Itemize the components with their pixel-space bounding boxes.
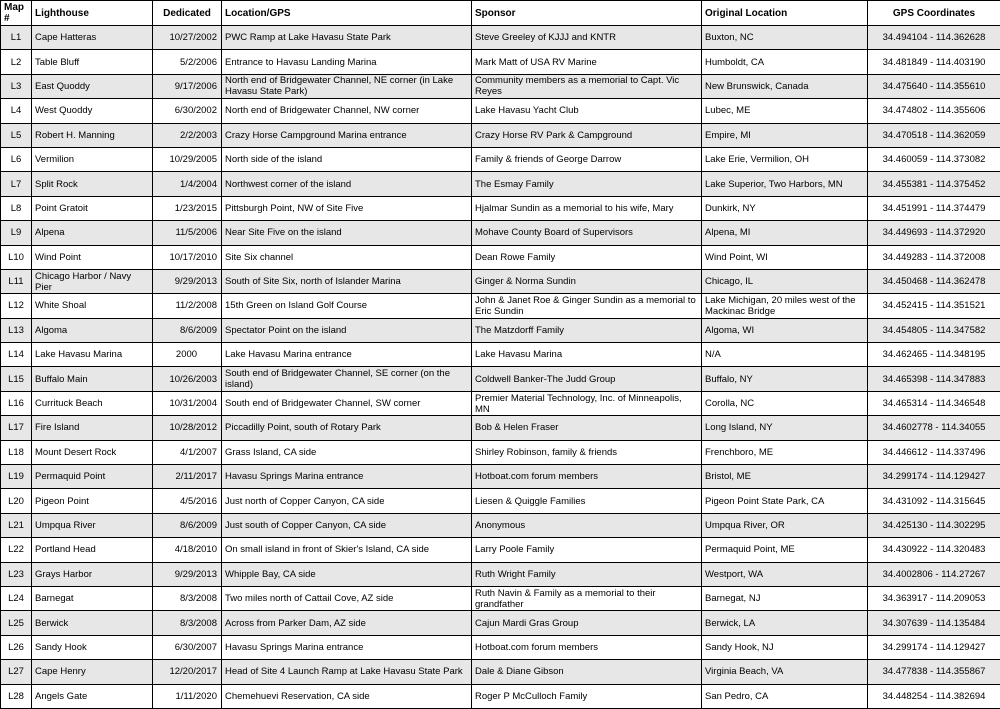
cell-location: Havasu Springs Marina entrance xyxy=(222,465,472,489)
cell-dedicated: 10/17/2010 xyxy=(153,245,222,269)
cell-gps-coordinates: 34.451991 - 114.374479 xyxy=(868,196,1000,220)
cell-location: 15th Green on Island Golf Course xyxy=(222,294,472,318)
table-row xyxy=(1,391,1000,415)
cell-location: On small island in front of Skier's Island, CA side xyxy=(222,538,472,562)
cell-original-location: N/A xyxy=(702,343,868,367)
cell-sponsor: Lake Havasu Yacht Club xyxy=(472,99,702,123)
cell-original-location: Corolla, NC xyxy=(702,391,868,415)
cell-gps-coordinates: 34.4002806 - 114.27267 xyxy=(868,562,1000,586)
cell-sponsor: Community members as a memorial to Capt. Vic Reyes xyxy=(472,74,702,98)
cell-dedicated: 6/30/2007 xyxy=(153,635,222,659)
cell-dedicated: 1/23/2015 xyxy=(153,196,222,220)
cell-map-number: L22 xyxy=(1,538,32,562)
cell-original-location: Frenchboro, ME xyxy=(702,440,868,464)
cell-map-number: L13 xyxy=(1,318,32,342)
cell-gps-coordinates: 34.430922 - 114.320483 xyxy=(868,538,1000,562)
cell-lighthouse: Vermilion xyxy=(32,147,153,171)
cell-sponsor: The Esmay Family xyxy=(472,172,702,196)
cell-sponsor: Cajun Mardi Gras Group xyxy=(472,611,702,635)
table-row xyxy=(1,318,1000,342)
cell-gps-coordinates: 34.465314 - 114.346548 xyxy=(868,391,1000,415)
cell-original-location: Sandy Hook, NJ xyxy=(702,635,868,659)
cell-lighthouse: Table Bluff xyxy=(32,50,153,74)
cell-location: Crazy Horse Campground Marina entrance xyxy=(222,123,472,147)
cell-location: Head of Site 4 Launch Ramp at Lake Havasu State Park xyxy=(222,660,472,684)
cell-location: Havasu Springs Marina entrance xyxy=(222,635,472,659)
cell-dedicated: 10/31/2004 xyxy=(153,391,222,415)
cell-location: South end of Bridgewater Channel, SW corner xyxy=(222,391,472,415)
cell-lighthouse: Pigeon Point xyxy=(32,489,153,513)
cell-map-number: L27 xyxy=(1,660,32,684)
table-body xyxy=(1,26,1000,709)
cell-gps-coordinates: 34.299174 - 114.129427 xyxy=(868,465,1000,489)
cell-sponsor: Liesen & Quiggle Families xyxy=(472,489,702,513)
cell-original-location: Pigeon Point State Park, CA xyxy=(702,489,868,513)
cell-dedicated: 1/4/2004 xyxy=(153,172,222,196)
cell-dedicated: 8/6/2009 xyxy=(153,318,222,342)
cell-gps-coordinates: 34.431092 - 114.315645 xyxy=(868,489,1000,513)
cell-sponsor: Hotboat.com forum members xyxy=(472,465,702,489)
cell-sponsor: Premier Material Technology, Inc. of Minneapolis, MN xyxy=(472,391,702,415)
cell-lighthouse: Barnegat xyxy=(32,586,153,610)
table-row xyxy=(1,586,1000,610)
cell-sponsor: Coldwell Banker-The Judd Group xyxy=(472,367,702,391)
cell-dedicated: 11/2/2008 xyxy=(153,294,222,318)
table-row xyxy=(1,513,1000,537)
cell-dedicated: 2000 xyxy=(153,343,222,367)
cell-lighthouse: Robert H. Manning xyxy=(32,123,153,147)
cell-dedicated: 10/29/2005 xyxy=(153,147,222,171)
header-sponsor: Sponsor xyxy=(472,1,702,26)
cell-location: South end of Bridgewater Channel, SE corner (on the island) xyxy=(222,367,472,391)
cell-dedicated: 11/5/2006 xyxy=(153,221,222,245)
cell-sponsor: Hjalmar Sundin as a memorial to his wife, Mary xyxy=(472,196,702,220)
cell-sponsor: Larry Poole Family xyxy=(472,538,702,562)
cell-original-location: Barnegat, NJ xyxy=(702,586,868,610)
table-row xyxy=(1,660,1000,684)
cell-original-location: Westport, WA xyxy=(702,562,868,586)
cell-original-location: Lake Superior, Two Harbors, MN xyxy=(702,172,868,196)
cell-dedicated: 8/3/2008 xyxy=(153,611,222,635)
cell-lighthouse: White Shoal xyxy=(32,294,153,318)
cell-gps-coordinates: 34.363917 - 114.209053 xyxy=(868,586,1000,610)
cell-map-number: L28 xyxy=(1,684,32,708)
cell-sponsor: Bob & Helen Fraser xyxy=(472,416,702,440)
cell-original-location: Humboldt, CA xyxy=(702,50,868,74)
cell-map-number: L8 xyxy=(1,196,32,220)
cell-original-location: Lake Erie, Vermilion, OH xyxy=(702,147,868,171)
cell-map-number: L15 xyxy=(1,367,32,391)
cell-location: Whipple Bay, CA side xyxy=(222,562,472,586)
cell-gps-coordinates: 34.446612 - 114.337496 xyxy=(868,440,1000,464)
cell-lighthouse: Cape Henry xyxy=(32,660,153,684)
cell-sponsor: Ginger & Norma Sundin xyxy=(472,269,702,293)
table-row xyxy=(1,611,1000,635)
table-row xyxy=(1,196,1000,220)
table-row xyxy=(1,74,1000,98)
cell-lighthouse: Wind Point xyxy=(32,245,153,269)
cell-map-number: L14 xyxy=(1,343,32,367)
cell-original-location: Permaquid Point, ME xyxy=(702,538,868,562)
table-row xyxy=(1,367,1000,391)
cell-gps-coordinates: 34.448254 - 114.382694 xyxy=(868,684,1000,708)
cell-gps-coordinates: 34.307639 - 114.135484 xyxy=(868,611,1000,635)
cell-map-number: L26 xyxy=(1,635,32,659)
cell-location: Spectator Point on the island xyxy=(222,318,472,342)
header-row xyxy=(1,1,1000,26)
cell-original-location: Umpqua River, OR xyxy=(702,513,868,537)
table-row xyxy=(1,489,1000,513)
cell-sponsor: Mark Matt of USA RV Marine xyxy=(472,50,702,74)
cell-lighthouse: Mount Desert Rock xyxy=(32,440,153,464)
cell-dedicated: 4/5/2016 xyxy=(153,489,222,513)
cell-map-number: L10 xyxy=(1,245,32,269)
table-row xyxy=(1,465,1000,489)
cell-map-number: L16 xyxy=(1,391,32,415)
cell-lighthouse: Point Gratoit xyxy=(32,196,153,220)
cell-gps-coordinates: 34.4602778 - 114.34055 xyxy=(868,416,1000,440)
cell-gps-coordinates: 34.494104 - 114.362628 xyxy=(868,26,1000,50)
cell-map-number: L11 xyxy=(1,269,32,293)
cell-lighthouse: Berwick xyxy=(32,611,153,635)
cell-map-number: L5 xyxy=(1,123,32,147)
cell-original-location: Virginia Beach, VA xyxy=(702,660,868,684)
cell-dedicated: 9/17/2006 xyxy=(153,74,222,98)
table-row xyxy=(1,269,1000,293)
cell-map-number: L24 xyxy=(1,586,32,610)
cell-lighthouse: Split Rock xyxy=(32,172,153,196)
cell-sponsor: Steve Greeley of KJJJ and KNTR xyxy=(472,26,702,50)
cell-sponsor: Lake Havasu Marina xyxy=(472,343,702,367)
cell-sponsor: John & Janet Roe & Ginger Sundin as a memorial to Eric Sundin xyxy=(472,294,702,318)
cell-gps-coordinates: 34.299174 - 114.129427 xyxy=(868,635,1000,659)
cell-location: South of Site Six, north of Islander Marina xyxy=(222,269,472,293)
cell-map-number: L6 xyxy=(1,147,32,171)
cell-dedicated: 10/26/2003 xyxy=(153,367,222,391)
cell-original-location: Empire, MI xyxy=(702,123,868,147)
table-row xyxy=(1,147,1000,171)
cell-gps-coordinates: 34.449283 - 114.372008 xyxy=(868,245,1000,269)
cell-location: Chemehuevi Reservation, CA side xyxy=(222,684,472,708)
cell-location: Across from Parker Dam, AZ side xyxy=(222,611,472,635)
table-row xyxy=(1,26,1000,50)
cell-lighthouse: West Quoddy xyxy=(32,99,153,123)
cell-gps-coordinates: 34.452415 - 114.351521 xyxy=(868,294,1000,318)
cell-lighthouse: Fire Island xyxy=(32,416,153,440)
cell-map-number: L23 xyxy=(1,562,32,586)
cell-lighthouse: Umpqua River xyxy=(32,513,153,537)
cell-sponsor: Shirley Robinson, family & friends xyxy=(472,440,702,464)
cell-sponsor: Ruth Navin & Family as a memorial to their grandfather xyxy=(472,586,702,610)
cell-dedicated: 6/30/2002 xyxy=(153,99,222,123)
cell-gps-coordinates: 34.475640 - 114.355610 xyxy=(868,74,1000,98)
cell-original-location: Lubec, ME xyxy=(702,99,868,123)
table-row xyxy=(1,245,1000,269)
cell-location: Site Six channel xyxy=(222,245,472,269)
cell-original-location: Buxton, NC xyxy=(702,26,868,50)
table-row xyxy=(1,562,1000,586)
cell-lighthouse: Lake Havasu Marina xyxy=(32,343,153,367)
cell-original-location: San Pedro, CA xyxy=(702,684,868,708)
cell-original-location: Berwick, LA xyxy=(702,611,868,635)
cell-lighthouse: Angels Gate xyxy=(32,684,153,708)
cell-original-location: Dunkirk, NY xyxy=(702,196,868,220)
cell-map-number: L20 xyxy=(1,489,32,513)
table-row xyxy=(1,294,1000,318)
cell-dedicated: 2/2/2003 xyxy=(153,123,222,147)
cell-lighthouse: Cape Hatteras xyxy=(32,26,153,50)
cell-map-number: L17 xyxy=(1,416,32,440)
cell-location: North side of the island xyxy=(222,147,472,171)
cell-dedicated: 8/6/2009 xyxy=(153,513,222,537)
cell-lighthouse: Algoma xyxy=(32,318,153,342)
cell-location: North end of Bridgewater Channel, NW corner xyxy=(222,99,472,123)
cell-location: Northwest corner of the island xyxy=(222,172,472,196)
cell-lighthouse: Sandy Hook xyxy=(32,635,153,659)
cell-dedicated: 10/27/2002 xyxy=(153,26,222,50)
cell-lighthouse: Chicago Harbor / Navy Pier xyxy=(32,269,153,293)
cell-original-location: Wind Point, WI xyxy=(702,245,868,269)
table-row xyxy=(1,123,1000,147)
cell-lighthouse: Alpena xyxy=(32,221,153,245)
cell-dedicated: 1/11/2020 xyxy=(153,684,222,708)
cell-location: Entrance to Havasu Landing Marina xyxy=(222,50,472,74)
cell-map-number: L7 xyxy=(1,172,32,196)
cell-gps-coordinates: 34.454805 - 114.347582 xyxy=(868,318,1000,342)
cell-gps-coordinates: 34.474802 - 114.355606 xyxy=(868,99,1000,123)
cell-original-location: Chicago, IL xyxy=(702,269,868,293)
cell-original-location: Algoma, WI xyxy=(702,318,868,342)
cell-map-number: L21 xyxy=(1,513,32,537)
table-row xyxy=(1,416,1000,440)
cell-gps-coordinates: 34.449693 - 114.372920 xyxy=(868,221,1000,245)
cell-dedicated: 9/29/2013 xyxy=(153,562,222,586)
cell-location: Near Site Five on the island xyxy=(222,221,472,245)
cell-location: Pittsburgh Point, NW of Site Five xyxy=(222,196,472,220)
cell-location: North end of Bridgewater Channel, NE corner (in Lake Havasu State Park) xyxy=(222,74,472,98)
table-row xyxy=(1,99,1000,123)
cell-lighthouse: Grays Harbor xyxy=(32,562,153,586)
cell-dedicated: 10/28/2012 xyxy=(153,416,222,440)
cell-lighthouse: Buffalo Main xyxy=(32,367,153,391)
cell-map-number: L2 xyxy=(1,50,32,74)
cell-sponsor: Ruth Wright Family xyxy=(472,562,702,586)
cell-location: Piccadilly Point, south of Rotary Park xyxy=(222,416,472,440)
cell-sponsor: Dale & Diane Gibson xyxy=(472,660,702,684)
cell-gps-coordinates: 34.470518 - 114.362059 xyxy=(868,123,1000,147)
header-original-location: Original Location xyxy=(702,1,868,26)
cell-original-location: Bristol, ME xyxy=(702,465,868,489)
header-dedicated: Dedicated xyxy=(153,1,222,26)
cell-lighthouse: Currituck Beach xyxy=(32,391,153,415)
cell-sponsor: Dean Rowe Family xyxy=(472,245,702,269)
table-row xyxy=(1,538,1000,562)
table-row xyxy=(1,635,1000,659)
cell-original-location: Buffalo, NY xyxy=(702,367,868,391)
cell-gps-coordinates: 34.481849 - 114.403190 xyxy=(868,50,1000,74)
table-row xyxy=(1,684,1000,708)
cell-map-number: L25 xyxy=(1,611,32,635)
header-location: Location/GPS xyxy=(222,1,472,26)
cell-dedicated: 4/18/2010 xyxy=(153,538,222,562)
header-map-number: Map # xyxy=(1,1,32,26)
cell-dedicated: 4/1/2007 xyxy=(153,440,222,464)
table-row xyxy=(1,343,1000,367)
cell-sponsor: Family & friends of George Darrow xyxy=(472,147,702,171)
cell-map-number: L1 xyxy=(1,26,32,50)
cell-map-number: L9 xyxy=(1,221,32,245)
cell-gps-coordinates: 34.477838 - 114.355867 xyxy=(868,660,1000,684)
table-row xyxy=(1,440,1000,464)
table-row xyxy=(1,50,1000,74)
cell-lighthouse: Portland Head xyxy=(32,538,153,562)
cell-lighthouse: East Quoddy xyxy=(32,74,153,98)
cell-gps-coordinates: 34.462465 - 114.348195 xyxy=(868,343,1000,367)
cell-sponsor: The Matzdorff Family xyxy=(472,318,702,342)
cell-original-location: Alpena, MI xyxy=(702,221,868,245)
cell-gps-coordinates: 34.465398 - 114.347883 xyxy=(868,367,1000,391)
cell-map-number: L3 xyxy=(1,74,32,98)
cell-location: Grass Island, CA side xyxy=(222,440,472,464)
cell-gps-coordinates: 34.425130 - 114.302295 xyxy=(868,513,1000,537)
cell-original-location: New Brunswick, Canada xyxy=(702,74,868,98)
cell-map-number: L12 xyxy=(1,294,32,318)
cell-dedicated: 12/20/2017 xyxy=(153,660,222,684)
cell-original-location: Lake Michigan, 20 miles west of the Mackinac Bridge xyxy=(702,294,868,318)
cell-map-number: L19 xyxy=(1,465,32,489)
cell-sponsor: Crazy Horse RV Park & Campground xyxy=(472,123,702,147)
cell-lighthouse: Permaquid Point xyxy=(32,465,153,489)
cell-original-location: Long Island, NY xyxy=(702,416,868,440)
cell-sponsor: Anonymous xyxy=(472,513,702,537)
cell-gps-coordinates: 34.450468 - 114.362478 xyxy=(868,269,1000,293)
cell-location: Lake Havasu Marina entrance xyxy=(222,343,472,367)
cell-gps-coordinates: 34.460059 - 114.373082 xyxy=(868,147,1000,171)
cell-sponsor: Hotboat.com forum members xyxy=(472,635,702,659)
cell-dedicated: 8/3/2008 xyxy=(153,586,222,610)
cell-gps-coordinates: 34.455381 - 114.375452 xyxy=(868,172,1000,196)
cell-sponsor: Roger P McCulloch Family xyxy=(472,684,702,708)
header-lighthouse: Lighthouse xyxy=(32,1,153,26)
table-header xyxy=(1,1,1000,26)
cell-map-number: L18 xyxy=(1,440,32,464)
cell-location: Two miles north of Cattail Cove, AZ side xyxy=(222,586,472,610)
cell-location: Just north of Copper Canyon, CA side xyxy=(222,489,472,513)
cell-sponsor: Mohave County Board of Supervisors xyxy=(472,221,702,245)
cell-map-number: L4 xyxy=(1,99,32,123)
cell-dedicated: 5/2/2006 xyxy=(153,50,222,74)
cell-location: Just south of Copper Canyon, CA side xyxy=(222,513,472,537)
cell-dedicated: 9/29/2013 xyxy=(153,269,222,293)
table-row xyxy=(1,172,1000,196)
cell-dedicated: 2/11/2017 xyxy=(153,465,222,489)
header-gps-coordinates: GPS Coordinates xyxy=(868,1,1000,26)
table-row xyxy=(1,221,1000,245)
cell-location: PWC Ramp at Lake Havasu State Park xyxy=(222,26,472,50)
